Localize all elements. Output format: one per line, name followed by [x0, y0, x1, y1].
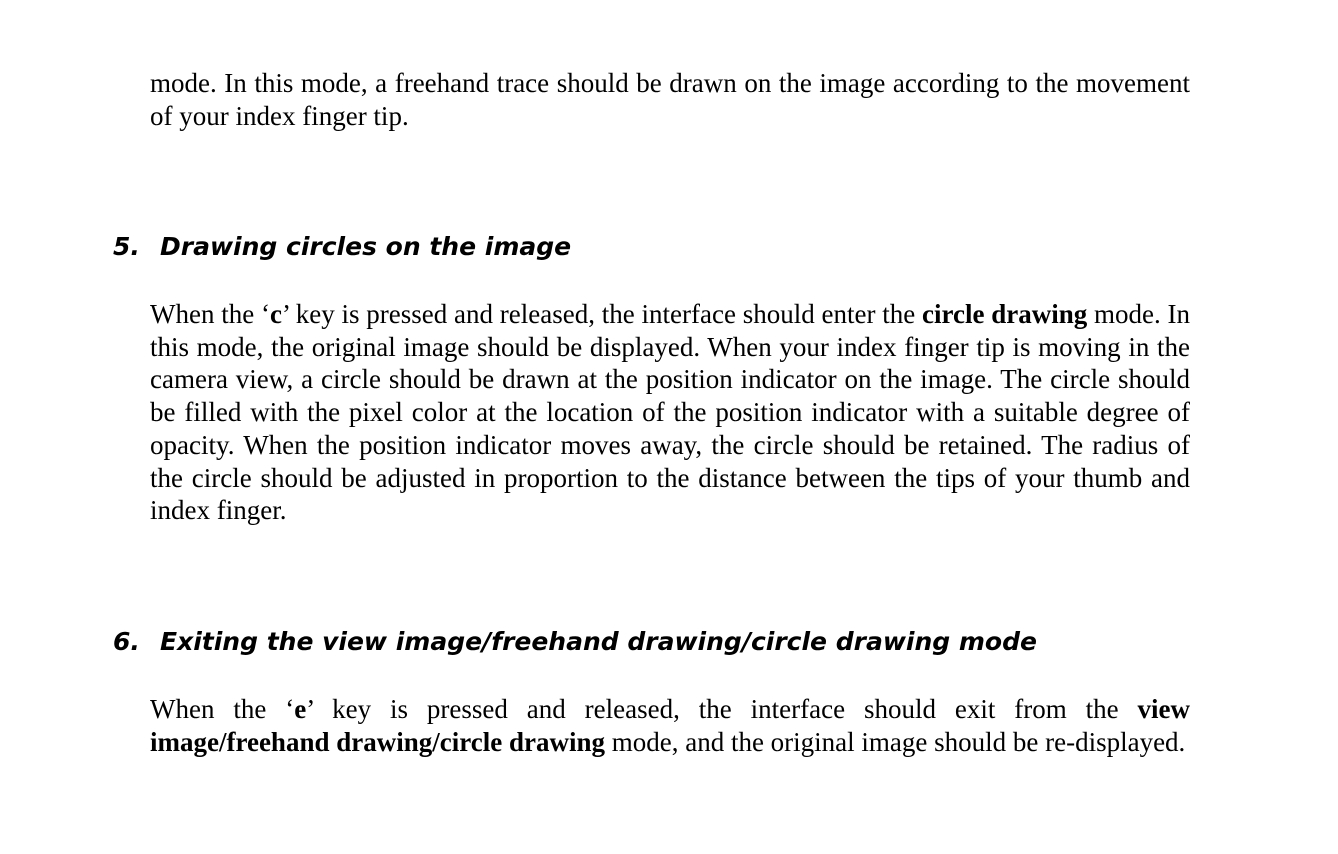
section-5-heading: [113, 231, 571, 263]
section-5-key: c: [270, 299, 282, 329]
section-6-title: Exiting the view image/freehand drawing/circle drawing mode: [160, 627, 1037, 656]
section-5-text-rest: mode. In this mode, the original image should be displayed. When your index finger tip is moving in the camera view, a circle should be drawn at the position indicator on the image. The circle should be filled with the pixel color at the location of the position indicator with a suitable degree of opacity. When the position indicator moves away, the circle should be retained. The radius of the circle should be adjusted in proportion to the distance between the tips of your thumb and index finger.: [150, 299, 1191, 526]
section-6-key: e: [294, 694, 307, 724]
section-6-paragraph: [150, 693, 1190, 758]
section-6-text-after-key: ’ key is pressed and released, the interface should exit from the: [306, 694, 1138, 724]
section-6-number: 6.: [113, 627, 140, 656]
section-6-text-before-key: When the ‘: [150, 694, 295, 724]
intro-paragraph: [150, 67, 1190, 132]
section-5-text-after-key: ’ key is pressed and released, the interface should enter the: [281, 299, 922, 329]
section-5-number: 5.: [113, 232, 140, 261]
section-5-title: Drawing circles on the image: [160, 232, 572, 261]
section-5-text-before-key: When the ‘: [150, 299, 270, 329]
section-5-paragraph: [150, 298, 1190, 527]
section-6-text-rest: mode, and the original image should be re-displayed.: [604, 726, 1186, 757]
intro-text: mode. In this mode, a freehand trace should be drawn on the image according to the movement of your index finger tip.: [150, 68, 1190, 131]
section-6-heading: [113, 626, 1037, 658]
section-5-mode-name: circle drawing: [921, 299, 1088, 329]
section-6-mode-name: view image/freehand drawing/circle drawing: [150, 694, 1190, 757]
